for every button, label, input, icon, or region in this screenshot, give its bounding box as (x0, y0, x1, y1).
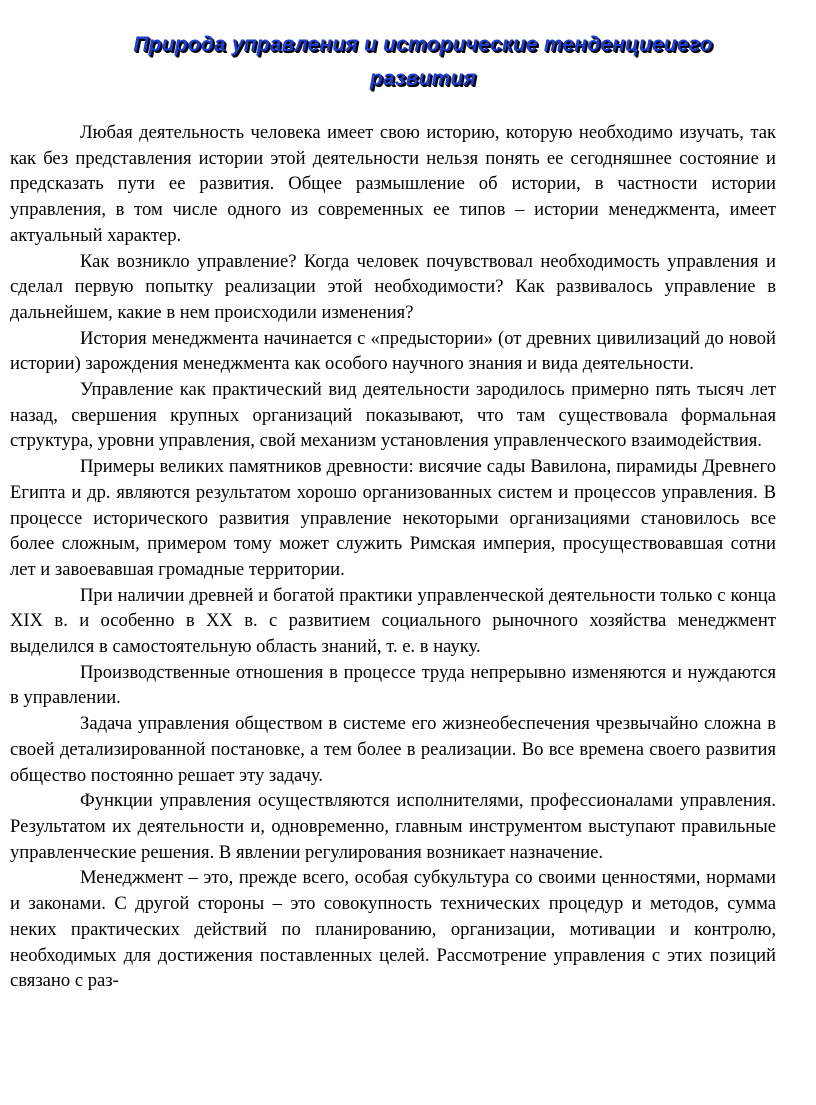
document-body (10, 120, 776, 994)
paragraph-9: Функции управления осуществляются исполнителями, профессионалами управления. Результатом их деятельности и, одновременно, главным инструментом выступают правильные управленческие решения. В явлении регулирования возникает назначение. (10, 790, 776, 863)
page-title-line-1: Природа управления и исторические тенденциеиего (133, 33, 713, 56)
paragraph-5: Примеры великих памятников древности: висячие сады Вавилона, пирамиды Древнего Египта и др. являются результатом хорошо организованных систем и процессов управления. В процессе исторического развития управление некоторыми организациями становилось все более сложным, примером тому может служить Римская империя, просуществовавшая сотни лет и завоевавшая громадные территории. (10, 456, 776, 580)
paragraph-7: Производственные отношения в процессе труда непрерывно изменяются и нуждаются в управлении. (10, 661, 776, 709)
paragraph-6: При наличии древней и богатой практики управленческой деятельности только с конца XIX в. и особенно в XX в. с развитием социального рыночного хозяйства менеджмент выделился в самостоятельную область знаний, т. е. в науку. (10, 584, 776, 658)
paragraph-1: Любая деятельность человека имеет свою историю, которую необходимо изучать, так как без представления истории этой деятельности нельзя понять ее сегодняшнее состояние и предсказать пути ее развития. Общее размышление об истории, в частности истории управления, в том числе одного из современных ее типов – истории менеджмента, имеет актуальный характер. (10, 122, 776, 246)
paragraph-4: Управление как практический вид деятельности зародилось примерно пять тысяч лет назад, свершения крупных организаций показывают, что там существовала формальная структура, уровни управления, свой механизм установления управленческого взаимодействия. (10, 379, 776, 452)
paragraph-8: Задача управления обществом в системе его жизнеобеспечения чрезвычайно сложна в своей детализированной постановке, а тем более в реализации. Во все времена своего развития общество постоянно решает эту задачу. (10, 713, 776, 786)
page-title-line-2: развития (369, 67, 477, 90)
paragraph-2: Как возникло управление? Когда человек почувствовал необходимость управления и сделал первую попытку реализации этой необходимости? Как развивалось управление в дальнейшем, какие в нем происходили изменения? (10, 250, 776, 323)
paragraph-3: История менеджмента начинается с «предыстории» (от древних цивилизаций до новой истории) зарождения менеджмента как особого научного знания и вида деятельности. (10, 327, 776, 375)
paragraph-10: Менеджмент – это, прежде всего, особая субкультура со своими ценностями, нормами и законами. С другой стороны – это совокупность технических процедур и методов, сумма неких практических действий по планированию, организации, мотивации и контролю, необходимых для достижения поставленных целей. Рассмотрение управления с этих позиций связано с раз- (10, 867, 776, 992)
page-title (70, 28, 776, 96)
